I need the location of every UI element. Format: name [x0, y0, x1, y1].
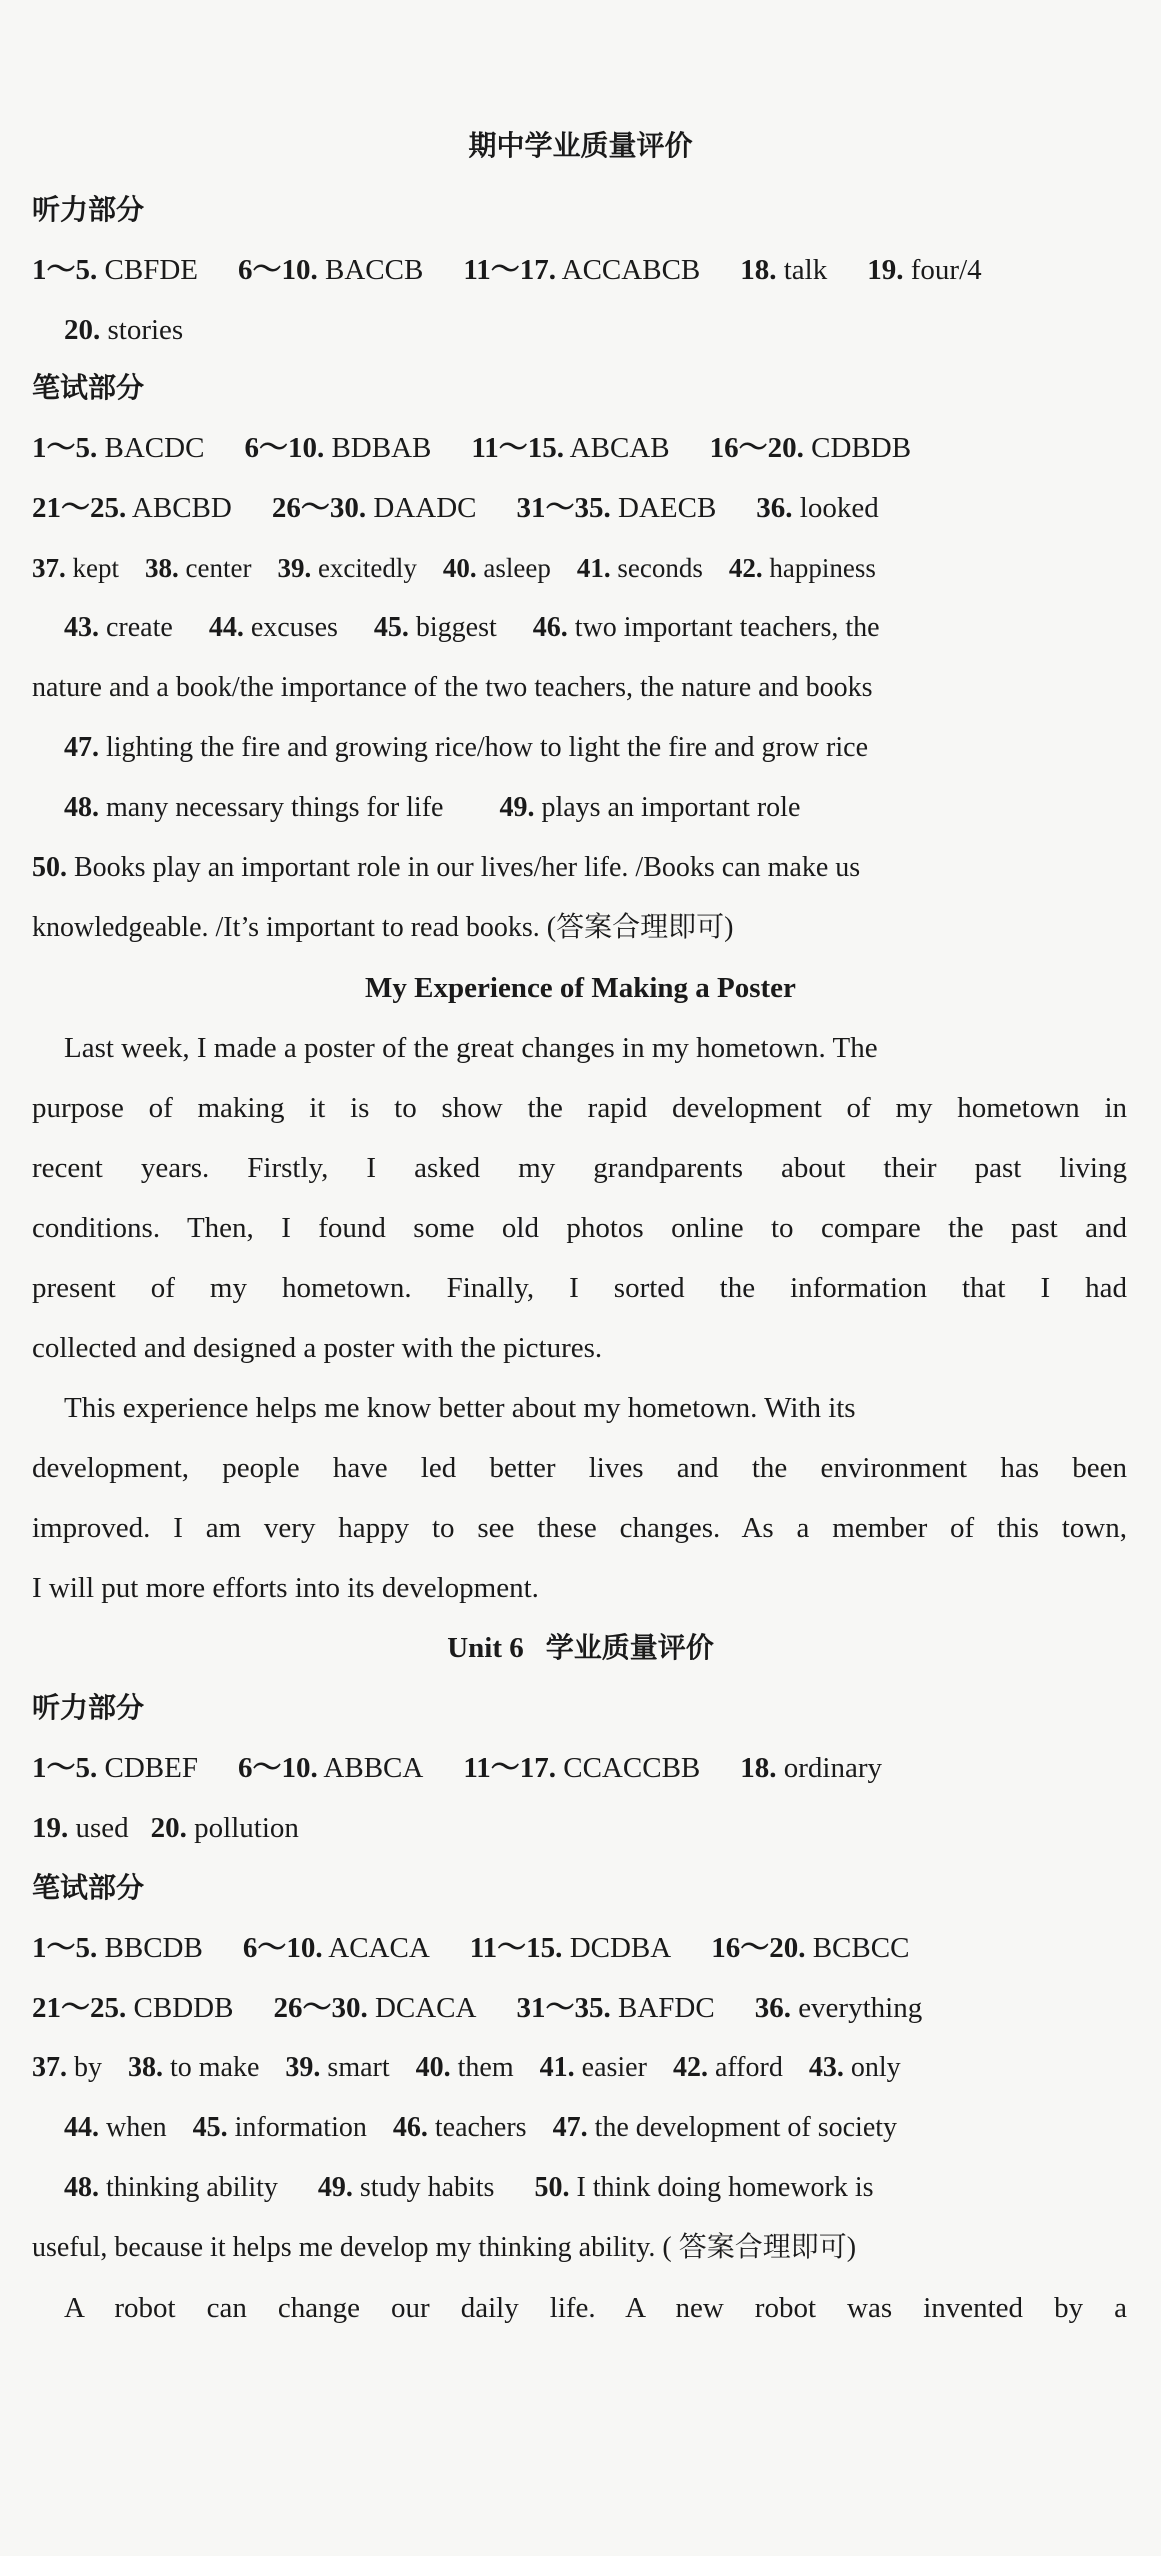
answer-value: ABCAB	[564, 432, 670, 464]
answer-value: CDBDB	[803, 432, 912, 464]
answer-number: 47.	[552, 2112, 588, 2143]
answer-number: 19.	[867, 254, 904, 286]
answer-value: DAECB	[610, 492, 717, 524]
answer-value: BDBAB	[324, 432, 432, 464]
answer-value: BAFDC	[610, 1992, 715, 2024]
answer-number: 49.	[317, 2172, 353, 2203]
answer-number: 45.	[373, 612, 409, 643]
essay-line: conditions. Then, I found some old photos online to compare the past and	[32, 1212, 1127, 1244]
answer-value: I think doing homework is	[569, 2172, 874, 2203]
answer-number: 48.	[64, 792, 99, 823]
unit6-title-en: Unit 6	[447, 1632, 524, 1664]
answer-value: kept	[65, 553, 119, 583]
answer-value: ABCBD	[126, 492, 232, 524]
answer-value: many necessary things for life	[99, 792, 444, 823]
answer-value: BCBCC	[805, 1932, 910, 1964]
answer-value: excuses	[243, 612, 338, 643]
answer-value: ACCABCB	[556, 254, 701, 286]
answer-value: everything	[790, 1992, 923, 2024]
unit6-listening-row1	[0, 1750, 1161, 1786]
essay-line: present of my hometown. Finally, I sorted the information that I had	[32, 1272, 1127, 1304]
answer-value: asleep	[476, 553, 551, 583]
answer-value: thinking ability	[99, 2172, 278, 2203]
answer-number: 11～15.	[469, 1932, 563, 1964]
unit6-writing-row6: useful, because it helps me develop my thinking ability. ( 答案合理即可)	[32, 2232, 857, 2263]
unit6-title-cn: 学业质量评价	[545, 1631, 714, 1664]
answer-value: to make	[163, 2052, 260, 2083]
unit6-writing-row3	[0, 2050, 1161, 2086]
answer-value: pollution	[186, 1812, 299, 1844]
answer-number: 18.	[740, 254, 777, 286]
answer-number: 49.	[499, 792, 535, 823]
answer-number: 26～30.	[273, 1992, 368, 2024]
answer-number: 46.	[392, 2112, 428, 2143]
answer-value: easier	[574, 2052, 647, 2083]
midterm-writing-row9: knowledgeable. /It’s important to read books. (答案合理即可)	[32, 912, 734, 943]
answer-value: information	[227, 2112, 367, 2143]
answer-number: 50.	[32, 852, 67, 883]
answer-value: CBFDE	[97, 254, 198, 286]
answer-value: happiness	[762, 553, 876, 583]
answer-number: 38.	[128, 2052, 163, 2083]
answer-value: stories	[100, 314, 184, 346]
answer-value: DAADC	[366, 492, 477, 524]
answer-number: 37.	[32, 553, 66, 583]
answer-value: when	[99, 2112, 167, 2143]
answer-number: 21～25.	[32, 1992, 127, 2024]
answer-number: 11～17.	[463, 254, 556, 286]
answer-value: the development of society	[587, 2112, 898, 2143]
answer-value: two important teachers, the	[567, 612, 880, 643]
answer-value: four/4	[903, 254, 982, 286]
answer-number: 21～25.	[32, 492, 127, 524]
essay-line: development, people have led better lives and the environment has been	[32, 1452, 1127, 1484]
answer-value: create	[99, 612, 173, 643]
answer-number: 11～15.	[471, 432, 565, 464]
unit6-writing-row1	[0, 1930, 1161, 1966]
midterm-listening-row1	[0, 252, 1161, 288]
unit6-listening-row2	[0, 1810, 1161, 1846]
answer-value: by	[67, 2052, 102, 2083]
answer-number: 47.	[64, 732, 99, 763]
essay-line: Last week, I made a poster of the great changes in my hometown. The	[64, 1032, 878, 1064]
answer-number: 39.	[285, 2052, 321, 2083]
answer-number: 39.	[277, 553, 312, 583]
midterm-writing-row6	[0, 730, 1161, 766]
answer-value: center	[178, 553, 252, 583]
answer-number: 50.	[534, 2172, 570, 2203]
answer-number: 20.	[64, 314, 101, 346]
answer-number: 45.	[192, 2112, 228, 2143]
unit6-writing-row5	[0, 2170, 1161, 2206]
answer-value: smart	[320, 2052, 390, 2083]
answer-value: ordinary	[776, 1752, 882, 1784]
answer-value: CBDDB	[126, 1992, 234, 2024]
answer-number: 43.	[64, 612, 99, 643]
answer-value: BACCB	[317, 254, 424, 286]
answer-number: 31～35.	[516, 492, 611, 524]
answer-number: 1～5.	[32, 1932, 98, 1964]
answer-value: talk	[776, 254, 828, 286]
answer-value: looked	[792, 492, 879, 524]
answer-value: DCDBA	[562, 1932, 672, 1964]
unit6-writing-row2	[0, 1990, 1161, 2026]
answer-number: 6～10.	[238, 1752, 318, 1784]
midterm-title: 期中学业质量评价	[468, 129, 693, 162]
answer-value: study habits	[352, 2172, 495, 2203]
essay-line: recent years. Firstly, I asked my grandparents about their past living	[32, 1152, 1127, 1184]
essay-line: purpose of making it is to show the rapid development of my hometown in	[32, 1092, 1127, 1124]
answer-value: ACACA	[322, 1932, 430, 1964]
answer-number: 46.	[532, 612, 568, 643]
answer-number: 43.	[808, 2052, 844, 2083]
answer-value: only	[843, 2052, 901, 2083]
answer-number: 44.	[208, 612, 244, 643]
unit6-writing-row4	[0, 2110, 1161, 2146]
answer-number: 6～10.	[244, 432, 325, 464]
midterm-writing-row8	[0, 850, 1161, 886]
answer-value: seconds	[610, 553, 703, 583]
answer-number: 41.	[576, 553, 611, 583]
answer-value: excitedly	[311, 553, 417, 583]
answer-value: afford	[707, 2052, 783, 2083]
essay-line: I will put more efforts into its development.	[32, 1572, 539, 1604]
midterm-listening-row2	[0, 312, 1161, 348]
answer-number: 42.	[728, 553, 763, 583]
answer-number: 16～20.	[709, 432, 804, 464]
answer-number: 40.	[415, 2052, 451, 2083]
essay-line: This experience helps me know better about my hometown. With its	[64, 1392, 856, 1424]
midterm-writing-header: 笔试部分	[32, 371, 145, 404]
answer-value: CCACCBB	[556, 1752, 701, 1784]
midterm-listening-header: 听力部分	[32, 193, 145, 226]
midterm-writing-row7	[0, 790, 1161, 826]
answer-number: 11～17.	[463, 1752, 556, 1784]
unit6-title	[0, 1630, 1161, 1666]
midterm-writing-row1	[0, 430, 1161, 466]
midterm-writing-row3	[0, 550, 1161, 586]
answer-value: ABBCA	[317, 1752, 424, 1784]
answer-number: 37.	[32, 2052, 67, 2083]
answer-value: used	[68, 1812, 129, 1844]
answer-number: 20.	[150, 1812, 187, 1844]
answer-number: 1～5.	[32, 254, 98, 286]
answer-value: BACDC	[97, 432, 205, 464]
essay-line: A robot can change our daily life. A new robot was invented by a	[64, 2292, 1127, 2324]
answer-value: plays an important role	[534, 792, 801, 823]
answer-value: Books play an important role in our lives/her life. /Books can make us	[67, 852, 861, 883]
answer-number: 6～10.	[242, 1932, 323, 1964]
answer-number: 48.	[64, 2172, 99, 2203]
answer-number: 26～30.	[271, 492, 367, 524]
answer-number: 36.	[756, 492, 793, 524]
answer-number: 36.	[754, 1992, 791, 2024]
answer-number: 31～35.	[516, 1992, 611, 2024]
unit6-writing-header: 笔试部分	[32, 1871, 145, 1904]
answer-number: 1～5.	[32, 1752, 98, 1784]
answer-number: 6～10.	[238, 254, 318, 286]
answer-value: them	[450, 2052, 514, 2083]
answer-value: biggest	[408, 612, 497, 643]
answer-number: 44.	[64, 2112, 99, 2143]
essay-title: My Experience of Making a Poster	[365, 972, 796, 1004]
essay-line: collected and designed a poster with the pictures.	[32, 1332, 603, 1364]
answer-number: 16～20.	[711, 1932, 806, 1964]
answer-value: BBCDB	[97, 1932, 203, 1964]
midterm-writing-row2	[0, 490, 1161, 526]
answer-number: 40.	[442, 553, 477, 583]
answer-number: 38.	[145, 553, 179, 583]
midterm-writing-row5: nature and a book/the importance of the two teachers, the nature and books	[32, 672, 873, 703]
answer-number: 1～5.	[32, 432, 98, 464]
answer-value: DCACA	[367, 1992, 477, 2024]
midterm-writing-row4	[0, 610, 1161, 646]
answer-value: teachers	[427, 2112, 527, 2143]
answer-number: 41.	[539, 2052, 575, 2083]
answer-number: 18.	[740, 1752, 777, 1784]
answer-value: lighting the fire and growing rice/how to light the fire and grow rice	[99, 732, 869, 763]
answer-number: 42.	[672, 2052, 708, 2083]
essay-line: improved. I am very happy to see these changes. As a member of this town,	[32, 1512, 1127, 1544]
answer-value: CDBEF	[97, 1752, 198, 1784]
answer-number: 19.	[32, 1812, 69, 1844]
unit6-listening-header: 听力部分	[32, 1691, 145, 1724]
